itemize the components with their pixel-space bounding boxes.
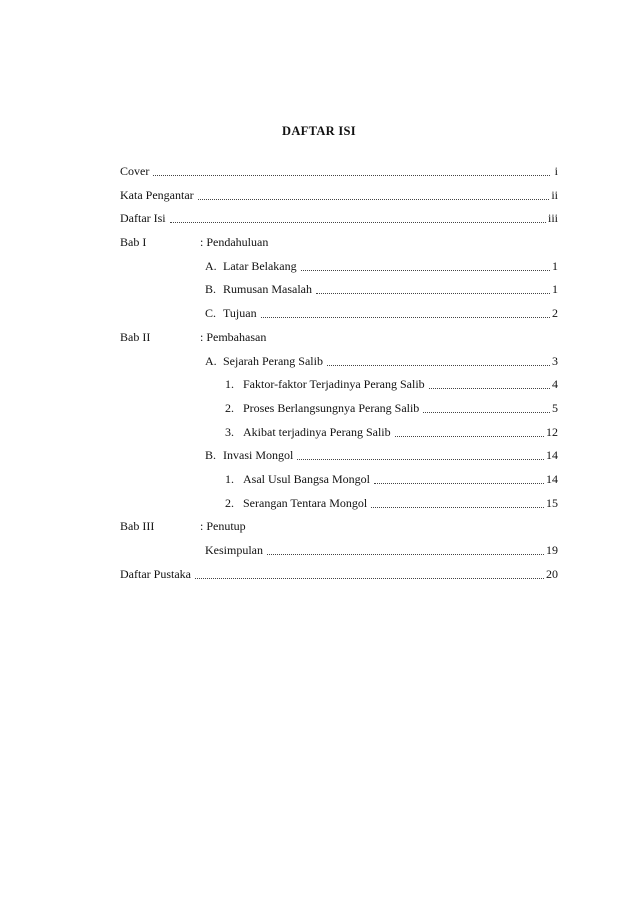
toc-chapter-row xyxy=(120,330,558,354)
toc-entry-label: Kata Pengantar xyxy=(120,187,194,202)
toc-entry-row xyxy=(120,567,558,591)
toc-dot-leader xyxy=(371,496,544,508)
toc-dot-leader xyxy=(267,543,544,555)
toc-entry-label: Invasi Mongol xyxy=(223,448,294,463)
toc-entry-label: Latar Belakang xyxy=(223,258,297,273)
toc-entry-marker: A. xyxy=(205,258,217,273)
toc-entry-row xyxy=(120,425,558,449)
toc-chapter-title: : Penutup xyxy=(200,519,246,534)
toc-dot-leader xyxy=(261,306,550,318)
toc-page-number: 20 xyxy=(546,566,558,581)
toc-page-number: ii xyxy=(551,187,558,202)
toc-entry-label: Serangan Tentara Mongol xyxy=(243,495,368,510)
toc-entry-label: Asal Usul Bangsa Mongol xyxy=(243,471,370,486)
toc-entry-label: Sejarah Perang Salib xyxy=(223,353,323,368)
toc-page-number: 2 xyxy=(552,306,558,321)
toc-entry-row xyxy=(120,543,558,567)
toc-entry-row xyxy=(120,188,558,212)
toc-entry-row xyxy=(120,282,558,306)
toc-chapter-row xyxy=(120,519,558,543)
toc-page-number: 3 xyxy=(552,353,558,368)
toc-page-number: 1 xyxy=(552,282,558,297)
toc-dot-leader xyxy=(301,259,550,271)
toc-dot-leader xyxy=(153,164,550,176)
toc-entry-row xyxy=(120,472,558,496)
toc-entry-row xyxy=(120,496,558,520)
toc-entry-row xyxy=(120,354,558,378)
toc-dot-leader xyxy=(327,354,550,366)
toc-page-number: 14 xyxy=(546,471,558,486)
toc-entry-marker: A. xyxy=(205,353,217,368)
toc-dot-leader xyxy=(198,188,550,200)
toc-dot-leader xyxy=(195,567,544,579)
toc-chapter-title: : Pembahasan xyxy=(200,329,267,344)
toc-chapter-number: Bab I xyxy=(120,235,147,250)
toc-page-number: i xyxy=(554,164,558,178)
toc-entry-label: Rumusan Masalah xyxy=(223,282,312,297)
toc-entry-marker: B. xyxy=(205,448,217,463)
toc-entry-label: Kesimpulan xyxy=(205,543,263,557)
toc-entry-marker: 3. xyxy=(225,424,234,439)
toc-page-number: iii xyxy=(547,211,558,226)
toc-entry-row xyxy=(120,211,558,235)
toc-entry-row xyxy=(120,401,558,425)
toc-dot-leader xyxy=(423,401,550,413)
toc-chapter-number: Bab II xyxy=(120,329,151,344)
toc-entry-label: Akibat terjadinya Perang Salib xyxy=(243,424,391,439)
toc-entry-label: Tujuan xyxy=(223,306,257,321)
toc-entry-row xyxy=(120,164,558,188)
toc-entry-row xyxy=(120,377,558,401)
toc-chapter-number: Bab III xyxy=(120,519,155,534)
toc-entry-marker: 2. xyxy=(225,400,234,415)
toc-entry-row xyxy=(120,259,558,283)
toc-entry-marker: B. xyxy=(205,282,217,297)
toc-entry-label: Daftar Isi xyxy=(120,211,166,226)
toc-page-number: 14 xyxy=(546,448,558,463)
toc-dot-leader xyxy=(374,472,544,484)
toc-entry-label: Cover xyxy=(120,164,150,178)
toc-dot-leader xyxy=(297,448,544,460)
toc-page-number: 1 xyxy=(552,258,558,273)
toc-dot-leader xyxy=(170,211,546,223)
toc-page-number: 15 xyxy=(546,495,558,510)
toc-page-number: 5 xyxy=(552,400,558,415)
toc-dot-leader xyxy=(429,377,550,389)
toc-page-number: 4 xyxy=(552,377,558,392)
toc-dot-leader xyxy=(395,425,544,437)
toc-entry-row xyxy=(120,448,558,472)
toc-entry-marker: 1. xyxy=(225,377,234,392)
toc-chapter-title: : Pendahuluan xyxy=(200,235,269,250)
toc-entry-marker: 1. xyxy=(225,471,234,486)
toc-page-number: 19 xyxy=(546,543,558,557)
toc-chapter-row xyxy=(120,235,558,259)
table-of-contents xyxy=(120,164,558,590)
toc-page-number: 12 xyxy=(546,424,558,439)
toc-entry-row xyxy=(120,306,558,330)
toc-entry-marker: 2. xyxy=(225,495,234,510)
toc-entry-label: Proses Berlangsungnya Perang Salib xyxy=(243,400,420,415)
page-title: DAFTAR ISI xyxy=(282,124,356,138)
toc-entry-label: Daftar Pustaka xyxy=(120,566,191,581)
toc-dot-leader xyxy=(316,282,550,294)
toc-entry-label: Faktor-faktor Terjadinya Perang Salib xyxy=(243,377,425,392)
toc-entry-marker: C. xyxy=(205,306,217,321)
